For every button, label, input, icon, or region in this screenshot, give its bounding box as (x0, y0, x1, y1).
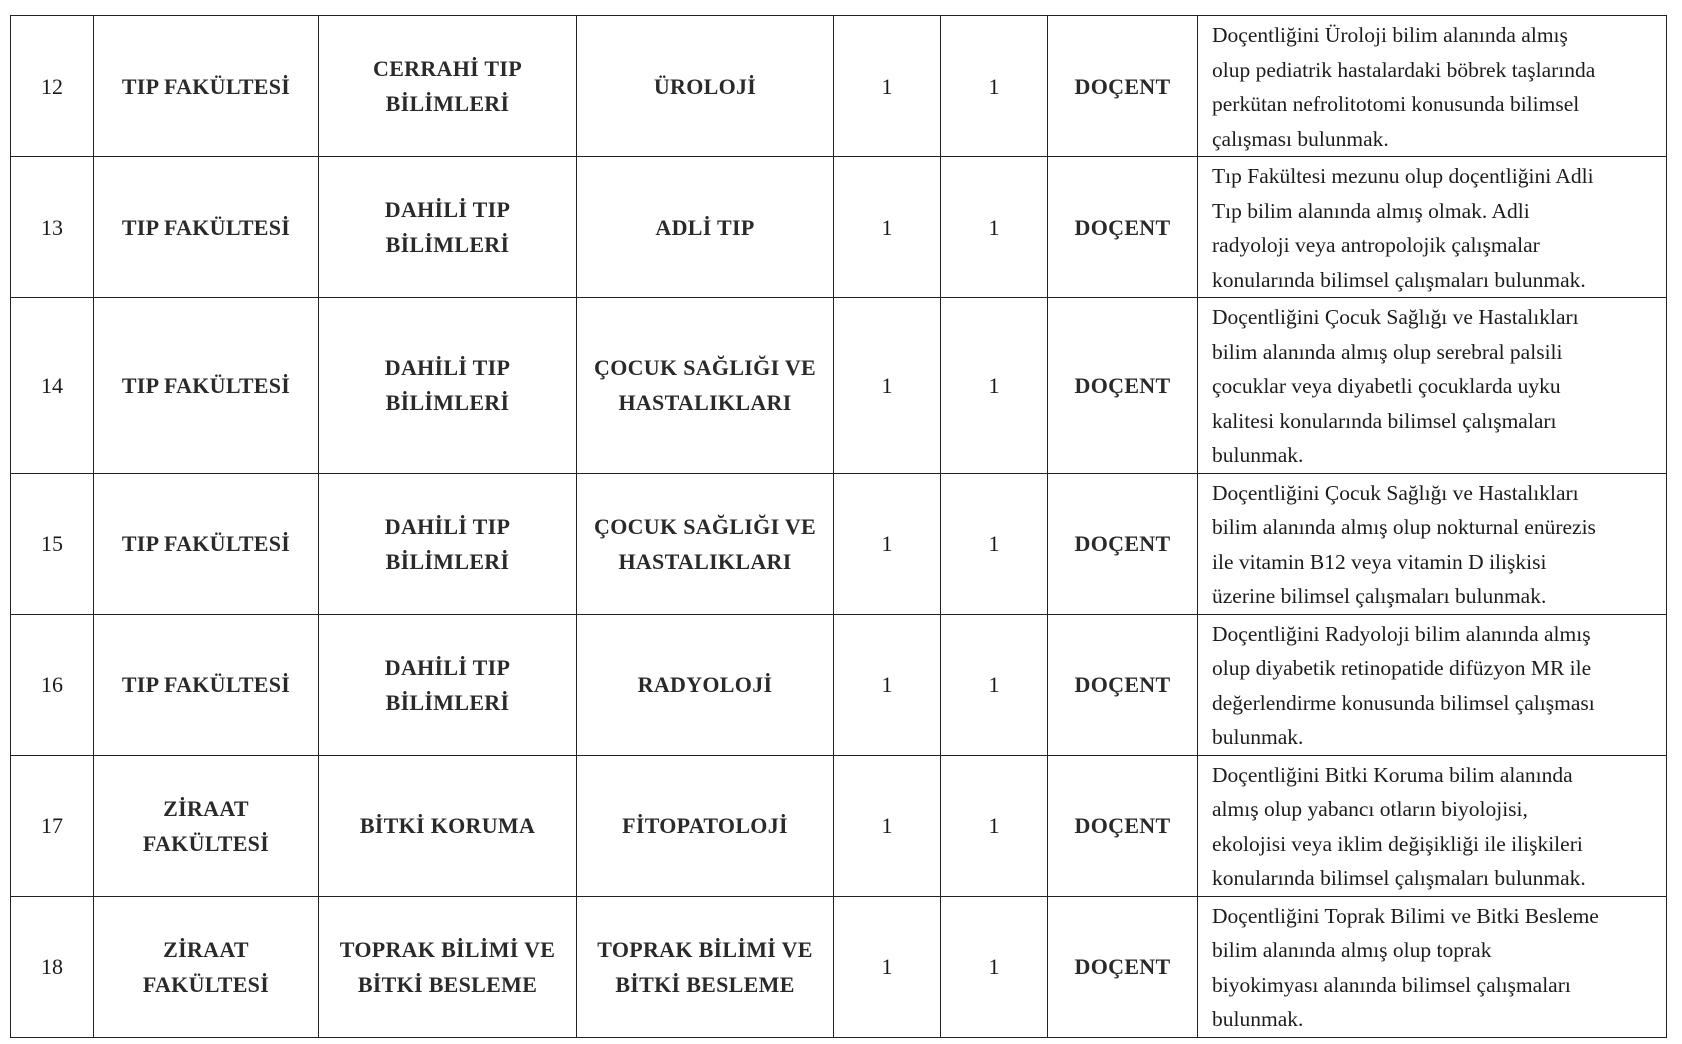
table-row (11, 298, 1667, 474)
staff-count-text: 1 (988, 214, 1000, 240)
faculty-text: TIP FAKÜLTESİ (121, 372, 291, 398)
position-count-text: 1 (881, 372, 893, 398)
position-count-cell (834, 755, 941, 896)
position-count-cell (834, 157, 941, 298)
table-row (11, 896, 1667, 1037)
division-text: FİTOPATOLOJİ (622, 813, 788, 838)
division-text: RADYOLOJİ (637, 672, 773, 697)
academic-title-cell (1048, 157, 1198, 298)
table-row (11, 157, 1667, 298)
department-cell (319, 614, 577, 755)
faculty-text: TIP FAKÜLTESİ (121, 214, 291, 240)
table-row (11, 755, 1667, 896)
position-count-text: 1 (881, 672, 893, 697)
academic-title-cell (1048, 473, 1198, 614)
academic-title-cell (1048, 896, 1198, 1037)
position-count-text: 1 (881, 531, 893, 556)
table-row (11, 473, 1667, 614)
faculty-cell (94, 896, 319, 1037)
requirement-text: Tıp Fakültesi mezunu olup doçentliğini Adli Tıp bilim alanında almış olmak. Adli radyoloji veya antropolojik çalışmalar konularında bilimsel çalışmaları bulunmak. (1212, 164, 1594, 292)
requirement-text: Doçentliğini Bitki Koruma bilim alanında almış olup yabancı otların biyolojisi, ekolojisi veya iklim değişikliği ile ilişkileri konularında bilimsel çalışmaları bulunmak. (1212, 762, 1586, 890)
academic-title-cell (1048, 298, 1198, 474)
faculty-cell (94, 298, 319, 474)
staff-count-cell (941, 473, 1048, 614)
requirement-text: Doçentliğini Radyoloji bilim alanında almış olup diyabetik retinopatide difüzyon MR ile değerlendirme konusunda bilimsel çalışması bulunmak. (1212, 621, 1595, 749)
row-number-text: 14 (41, 372, 63, 398)
staff-count-cell (941, 157, 1048, 298)
department-text: DAHİLİ TIP BİLİMLERİ (384, 197, 511, 257)
department-text: BİTKİ KORUMA (359, 813, 536, 838)
staff-count-text: 1 (988, 372, 1000, 398)
faculty-cell (94, 614, 319, 755)
row-number-cell (11, 755, 94, 896)
division-text: TOPRAK BİLİMİ VE BİTKİ BESLEME (597, 936, 813, 997)
department-cell (319, 298, 577, 474)
row-number-cell (11, 16, 94, 157)
staff-count-text: 1 (988, 531, 1000, 556)
position-count-text: 1 (881, 954, 893, 979)
position-count-cell (834, 473, 941, 614)
academic-title-cell (1048, 614, 1198, 755)
department-cell (319, 157, 577, 298)
position-count-cell (834, 896, 941, 1037)
requirement-cell (1198, 473, 1667, 614)
department-cell (319, 896, 577, 1037)
table-row (11, 614, 1667, 755)
staff-count-cell (941, 614, 1048, 755)
faculty-text: TIP FAKÜLTESİ (121, 531, 291, 556)
division-cell (577, 755, 834, 896)
staff-count-cell (941, 755, 1048, 896)
row-number-text: 17 (41, 813, 63, 838)
table-row (11, 16, 1667, 157)
row-number-cell (11, 298, 94, 474)
academic-title-text: DOÇENT (1074, 372, 1171, 398)
staff-positions-table (10, 15, 1667, 1038)
division-text: ADLİ TIP (655, 214, 755, 240)
department-text: DAHİLİ TIP BİLİMLERİ (384, 513, 511, 574)
requirement-text: Doçentliğini Toprak Bilimi ve Bitki Besleme bilim alanında almış olup toprak biyokimyası alanında bilimsel çalışmaları bulunmak. (1212, 903, 1599, 1031)
department-text: CERRAHİ TIP BİLİMLERİ (373, 56, 522, 116)
department-text: DAHİLİ TIP BİLİMLERİ (384, 654, 511, 715)
row-number-cell (11, 896, 94, 1037)
department-cell (319, 755, 577, 896)
row-number-cell (11, 473, 94, 614)
position-count-text: 1 (881, 813, 893, 838)
requirement-text: Doçentliğini Üroloji bilim alanında almış olup pediatrik hastalardaki böbrek taşlarında perkütan nefrolitotomi konusunda bilimsel çalışması bulunmak. (1212, 23, 1596, 151)
division-cell (577, 16, 834, 157)
division-cell (577, 157, 834, 298)
division-text: ÇOCUK SAĞLIĞI VE HASTALIKLARI (594, 355, 816, 416)
staff-count-text: 1 (988, 672, 1000, 697)
row-number-text: 16 (41, 672, 63, 697)
row-number-cell (11, 157, 94, 298)
department-cell (319, 473, 577, 614)
position-count-cell (834, 298, 941, 474)
department-text: DAHİLİ TIP BİLİMLERİ (384, 355, 511, 416)
academic-title-text: DOÇENT (1074, 531, 1171, 556)
department-cell (319, 16, 577, 157)
faculty-cell (94, 755, 319, 896)
academic-title-cell (1048, 16, 1198, 157)
staff-count-cell (941, 896, 1048, 1037)
academic-title-cell (1048, 755, 1198, 896)
staff-count-text: 1 (988, 73, 1000, 99)
row-number-cell (11, 614, 94, 755)
faculty-text: ZİRAAT FAKÜLTESİ (142, 795, 270, 856)
requirement-cell (1198, 755, 1667, 896)
staff-count-text: 1 (988, 813, 1000, 838)
faculty-text: TIP FAKÜLTESİ (121, 672, 291, 697)
position-count-text: 1 (881, 214, 893, 240)
requirement-cell (1198, 614, 1667, 755)
position-count-text: 1 (881, 73, 893, 99)
staff-count-cell (941, 16, 1048, 157)
table-body (11, 16, 1667, 1038)
faculty-cell (94, 16, 319, 157)
staff-count-cell (941, 298, 1048, 474)
row-number-text: 18 (41, 954, 63, 979)
division-cell (577, 896, 834, 1037)
division-cell (577, 298, 834, 474)
division-text: ÜROLOJİ (653, 73, 757, 99)
requirement-cell (1198, 896, 1667, 1037)
division-cell (577, 473, 834, 614)
faculty-cell (94, 157, 319, 298)
requirement-text: Doçentliğini Çocuk Sağlığı ve Hastalıkları bilim alanında almış olup nokturnal enürezis ile vitamin B12 veya vitamin D ilişkisi üzerine bilimsel çalışmaları bulunmak. (1212, 480, 1596, 608)
position-count-cell (834, 614, 941, 755)
division-text: ÇOCUK SAĞLIĞI VE HASTALIKLARI (594, 513, 816, 574)
academic-title-text: DOÇENT (1074, 954, 1171, 979)
division-cell (577, 614, 834, 755)
requirement-cell (1198, 16, 1667, 157)
faculty-text: TIP FAKÜLTESİ (121, 73, 291, 99)
row-number-text: 15 (41, 531, 63, 556)
academic-title-text: DOÇENT (1074, 813, 1171, 838)
staff-count-text: 1 (988, 954, 1000, 979)
academic-title-text: DOÇENT (1074, 73, 1171, 99)
row-number-text: 13 (41, 214, 63, 240)
academic-title-text: DOÇENT (1074, 672, 1171, 697)
requirement-cell (1198, 157, 1667, 298)
requirement-cell (1198, 298, 1667, 474)
requirement-text: Doçentliğini Çocuk Sağlığı ve Hastalıkları bilim alanında almış olup serebral palsili çocuklar veya diyabetli çocuklarda uyku kalitesi konularında bilimsel çalışmaları bulunmak. (1212, 305, 1579, 467)
academic-title-text: DOÇENT (1074, 214, 1171, 240)
faculty-cell (94, 473, 319, 614)
row-number-text: 12 (41, 73, 63, 99)
faculty-text: ZİRAAT FAKÜLTESİ (142, 936, 270, 997)
staff-positions-table-wrapper (10, 15, 1667, 1038)
position-count-cell (834, 16, 941, 157)
department-text: TOPRAK BİLİMİ VE BİTKİ BESLEME (339, 936, 556, 997)
